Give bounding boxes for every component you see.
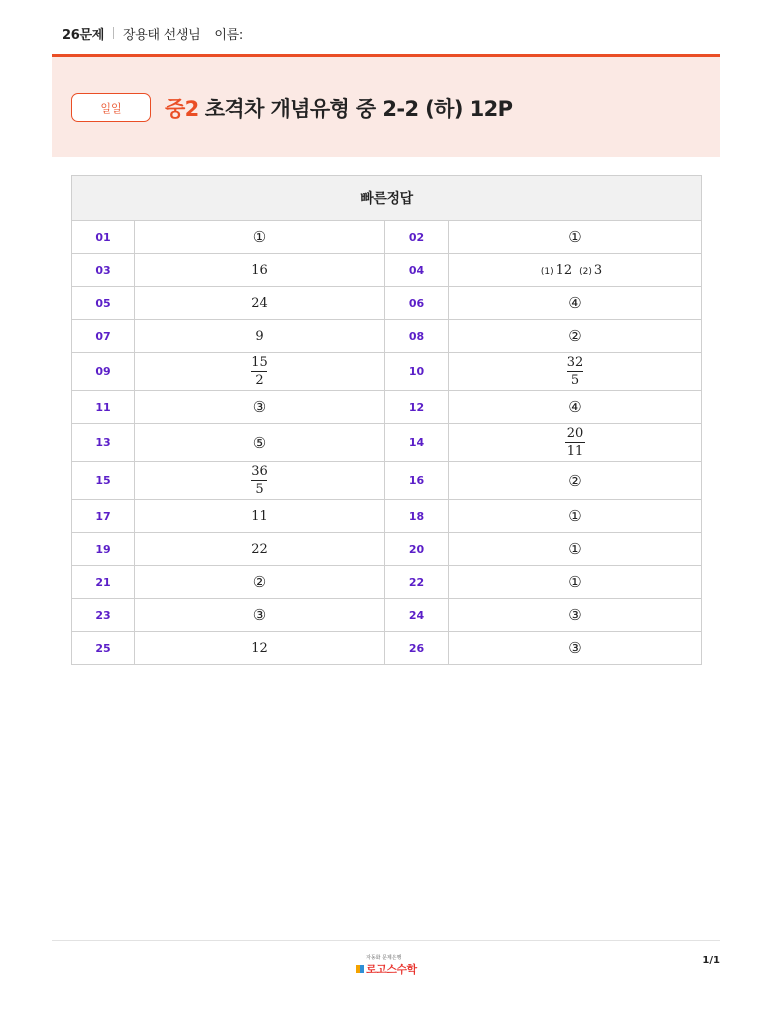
- question-number: 09: [72, 353, 135, 391]
- fraction: [249, 465, 270, 496]
- fraction-denominator: 2: [251, 371, 267, 387]
- sub-answer-value: 3: [593, 262, 603, 278]
- answer-cell: ①: [449, 533, 702, 566]
- answer-row: [72, 500, 702, 533]
- logo: [356, 954, 417, 977]
- fraction-denominator: 11: [566, 444, 584, 459]
- answer-row: [72, 424, 702, 462]
- answer-row: [72, 287, 702, 320]
- answer-cell: ④: [449, 287, 702, 320]
- logo-tagline: 자동화 문제은행: [366, 955, 402, 961]
- answer-cell: ③: [449, 599, 702, 632]
- problem-count: 26문제: [62, 27, 105, 43]
- answer-cell: 22: [135, 533, 385, 566]
- question-number: 13: [72, 424, 135, 462]
- question-number: 03: [72, 254, 135, 287]
- question-number: 12: [385, 391, 449, 424]
- question-number: 11: [72, 391, 135, 424]
- question-number: 10: [385, 353, 449, 391]
- question-number: 15: [72, 462, 135, 500]
- answer-row: [72, 533, 702, 566]
- answer-cell: ⑤: [135, 424, 385, 462]
- divider: [113, 27, 114, 39]
- answer-cell: 9: [135, 320, 385, 353]
- fraction: [249, 356, 270, 387]
- fraction-numerator: 15: [251, 355, 268, 370]
- answer-row: [72, 566, 702, 599]
- sub-question-label: (1): [540, 266, 554, 277]
- answer-row: [72, 462, 702, 500]
- answer-cell: ③: [135, 391, 385, 424]
- logo-brand-text: 로고스수학: [366, 963, 417, 976]
- page-number: 1/1: [702, 955, 720, 966]
- answer-table: [71, 175, 702, 665]
- sub-answer-value: 12: [555, 262, 573, 278]
- question-number: 02: [385, 221, 449, 254]
- question-number: 16: [385, 462, 449, 500]
- answer-cell: 24: [135, 287, 385, 320]
- page-title: [165, 93, 512, 123]
- answer-cell: [449, 254, 702, 287]
- answer-cell: [135, 462, 385, 500]
- answer-cell: ②: [449, 462, 702, 500]
- question-number: 18: [385, 500, 449, 533]
- question-number: 06: [385, 287, 449, 320]
- sub-question-label: (2): [579, 266, 592, 277]
- question-number: 25: [72, 632, 135, 665]
- answer-cell: ③: [135, 599, 385, 632]
- answer-cell: [449, 424, 702, 462]
- answer-table-header-row: [72, 176, 702, 221]
- answer-cell: ①: [449, 221, 702, 254]
- fraction-numerator: 32: [566, 355, 584, 370]
- question-number: 07: [72, 320, 135, 353]
- answer-cell: ①: [135, 221, 385, 254]
- logo-mark-icon: [356, 965, 364, 973]
- answer-row: [72, 320, 702, 353]
- answer-row: [72, 221, 702, 254]
- footer-divider: [52, 940, 720, 941]
- question-number: 19: [72, 533, 135, 566]
- answer-cell: ③: [449, 632, 702, 665]
- answer-table-title: 빠른정답: [72, 176, 702, 221]
- answer-row: [72, 632, 702, 665]
- answer-cell: [449, 353, 702, 391]
- teacher-name: 장용태 선생님: [123, 27, 201, 43]
- title-text: 초격차 개념유형 중 2-2 (하) 12P: [204, 97, 513, 121]
- answer-row: [72, 353, 702, 391]
- answer-cell: ②: [135, 566, 385, 599]
- title-header: [52, 54, 720, 157]
- question-number: 08: [385, 320, 449, 353]
- answer-cell: 11: [135, 500, 385, 533]
- question-number: 17: [72, 500, 135, 533]
- question-number: 24: [385, 599, 449, 632]
- question-number: 26: [385, 632, 449, 665]
- daily-badge: 일일: [71, 93, 151, 122]
- question-number: 14: [385, 424, 449, 462]
- fraction-denominator: 5: [251, 480, 267, 496]
- answer-cell: 16: [135, 254, 385, 287]
- answer-cell: ①: [449, 566, 702, 599]
- answer-cell: 12: [135, 632, 385, 665]
- fraction: [565, 356, 586, 387]
- answer-row: [72, 599, 702, 632]
- top-info-bar: [62, 24, 243, 42]
- answer-table-body: [72, 221, 702, 665]
- question-number: 20: [385, 533, 449, 566]
- fraction-numerator: 20: [566, 426, 584, 441]
- fraction: [565, 427, 586, 458]
- question-number: 05: [72, 287, 135, 320]
- student-name-label: 이름:: [214, 27, 244, 43]
- answer-row: [72, 391, 702, 424]
- question-number: 01: [72, 221, 135, 254]
- fraction-denominator: 5: [567, 371, 583, 387]
- answer-cell: ④: [449, 391, 702, 424]
- question-number: 22: [385, 566, 449, 599]
- grade-label: 중2: [165, 97, 199, 121]
- logo-main: [356, 961, 417, 977]
- answer-row: [72, 254, 702, 287]
- question-number: 21: [72, 566, 135, 599]
- answer-cell: [135, 353, 385, 391]
- fraction-numerator: 36: [251, 464, 268, 479]
- question-number: 04: [385, 254, 449, 287]
- answer-cell: ②: [449, 320, 702, 353]
- answer-cell: ①: [449, 500, 702, 533]
- question-number: 23: [72, 599, 135, 632]
